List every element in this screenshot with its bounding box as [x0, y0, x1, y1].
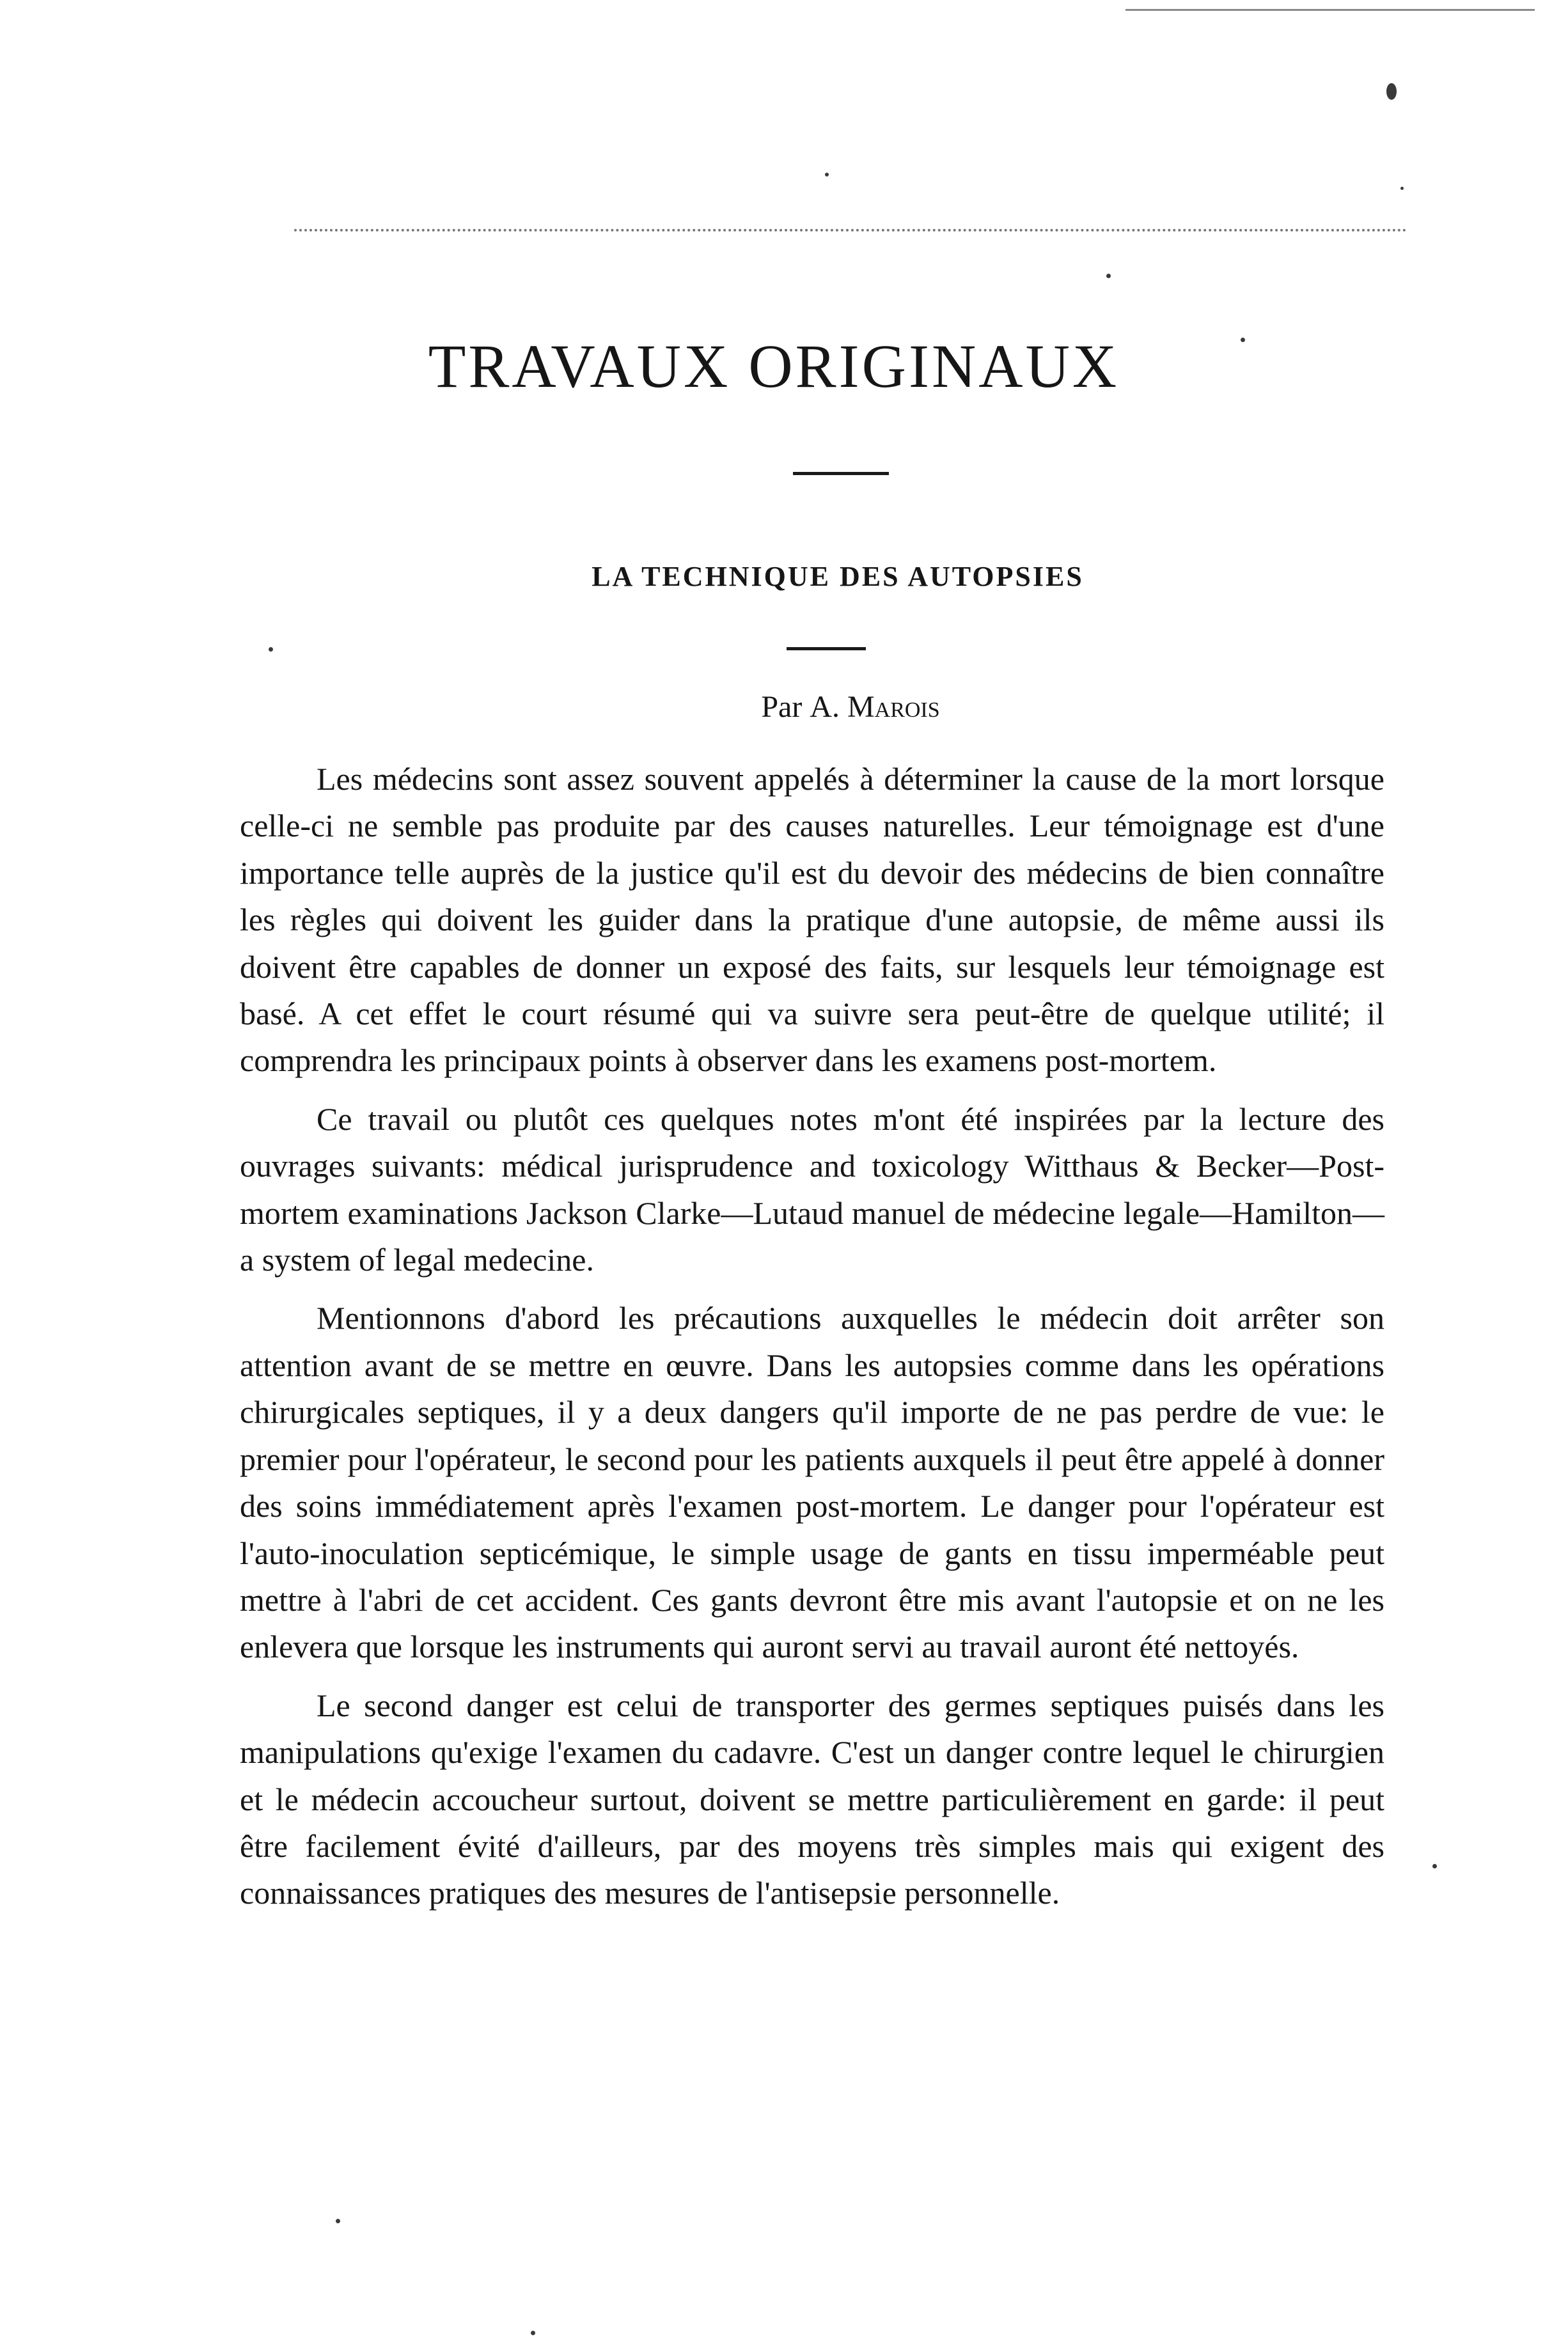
title-divider [793, 472, 889, 475]
ink-speck [825, 173, 829, 176]
article-body [240, 756, 1384, 1929]
ink-speck [1432, 1864, 1437, 1868]
ink-speck [1386, 83, 1397, 100]
author-name: A. Marois [810, 690, 940, 724]
ink-speck [531, 2331, 535, 2335]
ink-speck [1241, 338, 1245, 342]
paragraph: Le second danger est celui de transporter des germes septiques puisés dans les manipulations qu'exige l'examen du cadavre. C'est un danger contre lequel le chirurgien et le médecin accoucheur surtout, doivent se mettre particulièrement en garde: il peut être facilement évité d'ailleurs, par des moyens très simples mais qui exigent des connaissances pratiques des mesures de l'antisepsie personnelle. [240, 1687, 1384, 1911]
section-title: TRAVAUX ORIGINAUX [428, 332, 1120, 400]
ink-speck [1400, 187, 1404, 190]
scan-noise-line [294, 229, 1407, 231]
article-title: LA TECHNIQUE DES AUTOPSIES [592, 561, 1084, 592]
byline-prefix: Par [761, 690, 803, 724]
paragraph: Ce travail ou plutôt ces quelques notes m'ont été inspirées par la lecture des ouvrages suivants: médical jurisprudence and toxicology Witthaus & Becker—Post-mortem examinations Jackson Clarke—Lutaud manuel de médecine legale—Hamilton—a system of legal medecine. [240, 1100, 1384, 1278]
page-edge-rule [1125, 9, 1535, 11]
ink-speck [269, 647, 273, 652]
ink-speck [336, 2219, 340, 2223]
byline-divider [787, 647, 866, 650]
ink-speck [1106, 274, 1111, 278]
byline [691, 692, 1010, 723]
paragraph: Mentionnons d'abord les précautions auxquelles le médecin doit arrêter son attention avant de se mettre en œuvre. Dans les autopsies comme dans les opérations chirurgicales septiques, il y a deux dangers qu'il importe de ne pas perdre de vue: le premier pour l'opérateur, le second pour les patients auxquels il peut être appelé à donner des soins immédiatement après l'examen post-mortem. Le danger pour l'opérateur est l'auto-inoculation septicémique, le simple usage de gants en tissu imperméable peut mettre à l'abri de cet accident. Ces gants devront être mis avant l'autopsie et on ne les enlevera que lorsque les instruments qui auront servi au travail auront été nettoyés. [240, 1300, 1384, 1665]
paragraph: Les médecins sont assez souvent appelés à déterminer la cause de la mort lorsque celle-ci ne semble pas produite par des causes naturelles. Leur témoignage est d'une importance telle auprès de la justice qu'il est du devoir des médecins de bien connaître les règles qui doivent les guider dans la pratique d'une autopsie, de même aussi ils doivent être capables de donner un exposé des faits, sur lesquels leur témoignage est basé. A cet effet le court résumé qui va suivre sera peut-être de quelque utilité; il comprendra les principaux points à observer dans les examens post-mortem. [240, 761, 1384, 1079]
